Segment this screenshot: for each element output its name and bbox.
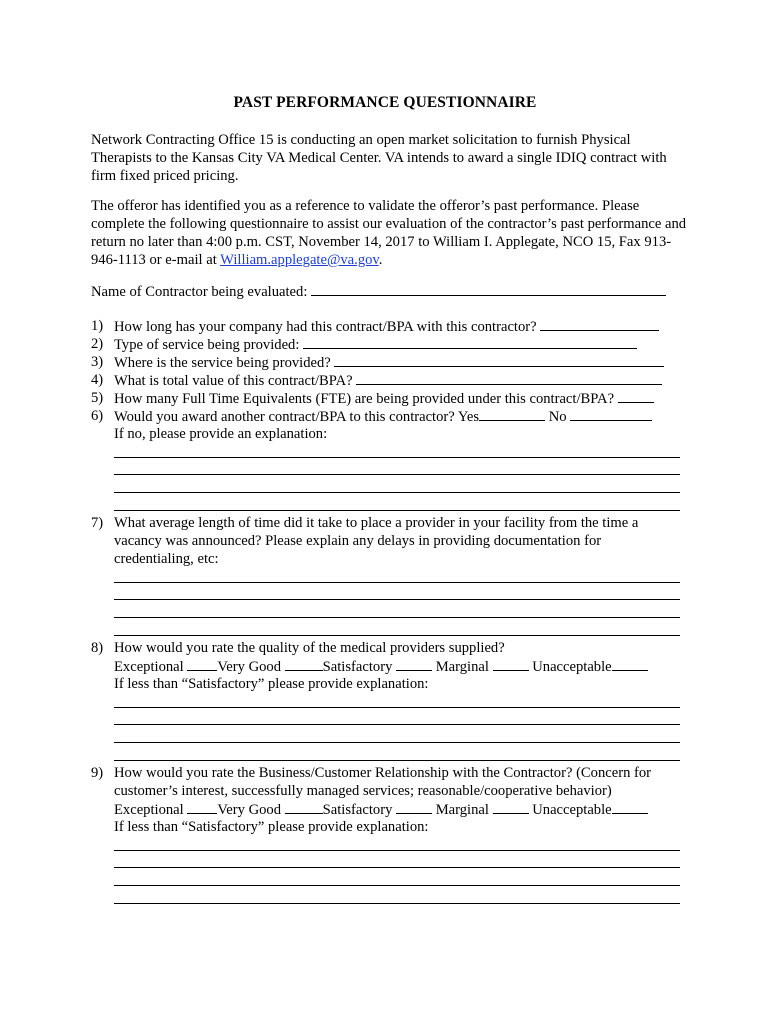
question-9-answer-line[interactable] [114, 867, 680, 868]
question-8-line-1: How would you rate the quality of the medical providers supplied? [114, 640, 505, 656]
question-8-number: 8) [91, 640, 104, 656]
question-3-answer-field[interactable] [334, 353, 664, 367]
question-6-explain-prompt: If no, please provide an explanation: [114, 426, 328, 442]
question-7-answer-line[interactable] [114, 599, 680, 600]
rating-exceptional-label: Exceptional [114, 802, 184, 818]
question-1-number: 1) [91, 318, 104, 334]
question-7-answer-line[interactable] [114, 635, 680, 636]
question-6-answer-line[interactable] [114, 474, 680, 475]
question-5-text: How many Full Time Equivalents (FTE) are being provided under this contract/BPA? [114, 391, 615, 407]
question-6-yes-field[interactable] [479, 407, 545, 421]
instructions-end: . [378, 252, 383, 268]
question-5 [114, 389, 654, 408]
question-1-answer-field[interactable] [540, 317, 659, 331]
question-7-answer-line[interactable] [114, 582, 680, 583]
rating-satisfactory-field[interactable] [396, 657, 432, 671]
rating-very-good-field[interactable] [285, 800, 323, 814]
question-7-answer-line[interactable] [114, 617, 680, 618]
question-4-number: 4) [91, 372, 104, 388]
contractor-name-row [91, 282, 666, 301]
rating-unacceptable-field[interactable] [612, 657, 648, 671]
question-4 [114, 371, 662, 390]
question-6-no-field[interactable] [570, 407, 652, 421]
contractor-name-field[interactable] [311, 282, 666, 296]
question-8-answer-line[interactable] [114, 707, 680, 708]
question-5-answer-field[interactable] [618, 389, 654, 403]
question-6-answer-line[interactable] [114, 457, 680, 458]
question-2-number: 2) [91, 336, 104, 352]
rating-exceptional-field[interactable] [187, 800, 217, 814]
question-7-number: 7) [91, 515, 104, 531]
question-6-text: Would you award another contract/BPA to this contractor? Yes [114, 409, 480, 425]
question-9-answer-line[interactable] [114, 850, 680, 851]
rating-unacceptable-label: Unacceptable [532, 659, 612, 675]
instructions-paragraph [91, 197, 691, 269]
question-7-line-2: vacancy was announced? Please explain any delays in providing documentation for [114, 533, 602, 549]
question-7-line-1: What average length of time did it take to place a provider in your facility from the time a [114, 515, 639, 531]
question-6-answer-line[interactable] [114, 510, 680, 511]
rating-marginal-label: Marginal [435, 659, 489, 675]
rating-very-good-label: Very Good [217, 659, 281, 675]
rating-very-good-label: Very Good [217, 802, 281, 818]
question-7-line-3: credentialing, etc: [114, 551, 219, 567]
question-5-number: 5) [91, 390, 104, 406]
question-8-answer-line[interactable] [114, 724, 680, 725]
question-9-rating-row [114, 800, 648, 819]
rating-unacceptable-field[interactable] [612, 800, 648, 814]
question-3 [114, 353, 664, 372]
instructions-text: The offeror has identified you as a reference to validate the offeror’s past performance. Please complete the following questionnaire to assist our evaluation of the contractor’s past performance and return no later than 4:00 p.m. CST, November 14, 2017 to William I. Applegate, NCO 15, Fax 913-946-1113 or e-mail at [91, 198, 687, 268]
question-2 [114, 335, 637, 354]
question-6 [114, 407, 652, 426]
question-4-text: What is total value of this contract/BPA? [114, 373, 353, 389]
question-3-number: 3) [91, 354, 104, 370]
question-1 [114, 317, 659, 336]
question-8-explain-prompt: If less than “Satisfactory” please provide explanation: [114, 676, 429, 692]
question-9-answer-line[interactable] [114, 885, 680, 886]
question-3-text: Where is the service being provided? [114, 355, 331, 371]
rating-exceptional-label: Exceptional [114, 659, 184, 675]
question-9-answer-line[interactable] [114, 903, 680, 904]
email-link[interactable]: William.applegate@va.gov [220, 252, 379, 268]
question-2-answer-field[interactable] [303, 335, 637, 349]
rating-unacceptable-label: Unacceptable [532, 802, 612, 818]
rating-satisfactory-label: Satisfactory [322, 659, 393, 675]
question-4-answer-field[interactable] [356, 371, 662, 385]
question-6-number: 6) [91, 408, 104, 424]
question-9-number: 9) [91, 765, 104, 781]
rating-satisfactory-label: Satisfactory [322, 802, 393, 818]
question-9-line-1: How would you rate the Business/Customer Relationship with the Contractor? (Concern for [114, 765, 652, 781]
question-6-no-label: No [548, 409, 567, 425]
rating-very-good-field[interactable] [285, 657, 323, 671]
intro-paragraph: Network Contracting Office 15 is conducting an open market solicitation to furnish Physical Therapists to the Kansas City VA Medical Center. VA intends to award a single IDIQ contract with firm fixed priced pricing. [91, 132, 667, 184]
rating-exceptional-field[interactable] [187, 657, 217, 671]
question-8-rating-row [114, 657, 648, 676]
contractor-name-label: Name of Contractor being evaluated: [91, 284, 308, 300]
question-6-answer-line[interactable] [114, 492, 680, 493]
rating-marginal-field[interactable] [493, 800, 529, 814]
page-title: PAST PERFORMANCE QUESTIONNAIRE [233, 94, 537, 111]
question-8-answer-line[interactable] [114, 742, 680, 743]
rating-marginal-label: Marginal [435, 802, 489, 818]
question-9-explain-prompt: If less than “Satisfactory” please provide explanation: [114, 819, 429, 835]
question-2-text: Type of service being provided: [114, 337, 300, 353]
rating-satisfactory-field[interactable] [396, 800, 432, 814]
rating-marginal-field[interactable] [493, 657, 529, 671]
question-8-answer-line[interactable] [114, 760, 680, 761]
question-1-text: How long has your company had this contract/BPA with this contractor? [114, 319, 537, 335]
question-9-line-2: customer’s interest, successfully managed services; reasonable/cooperative behavior) [114, 783, 612, 799]
